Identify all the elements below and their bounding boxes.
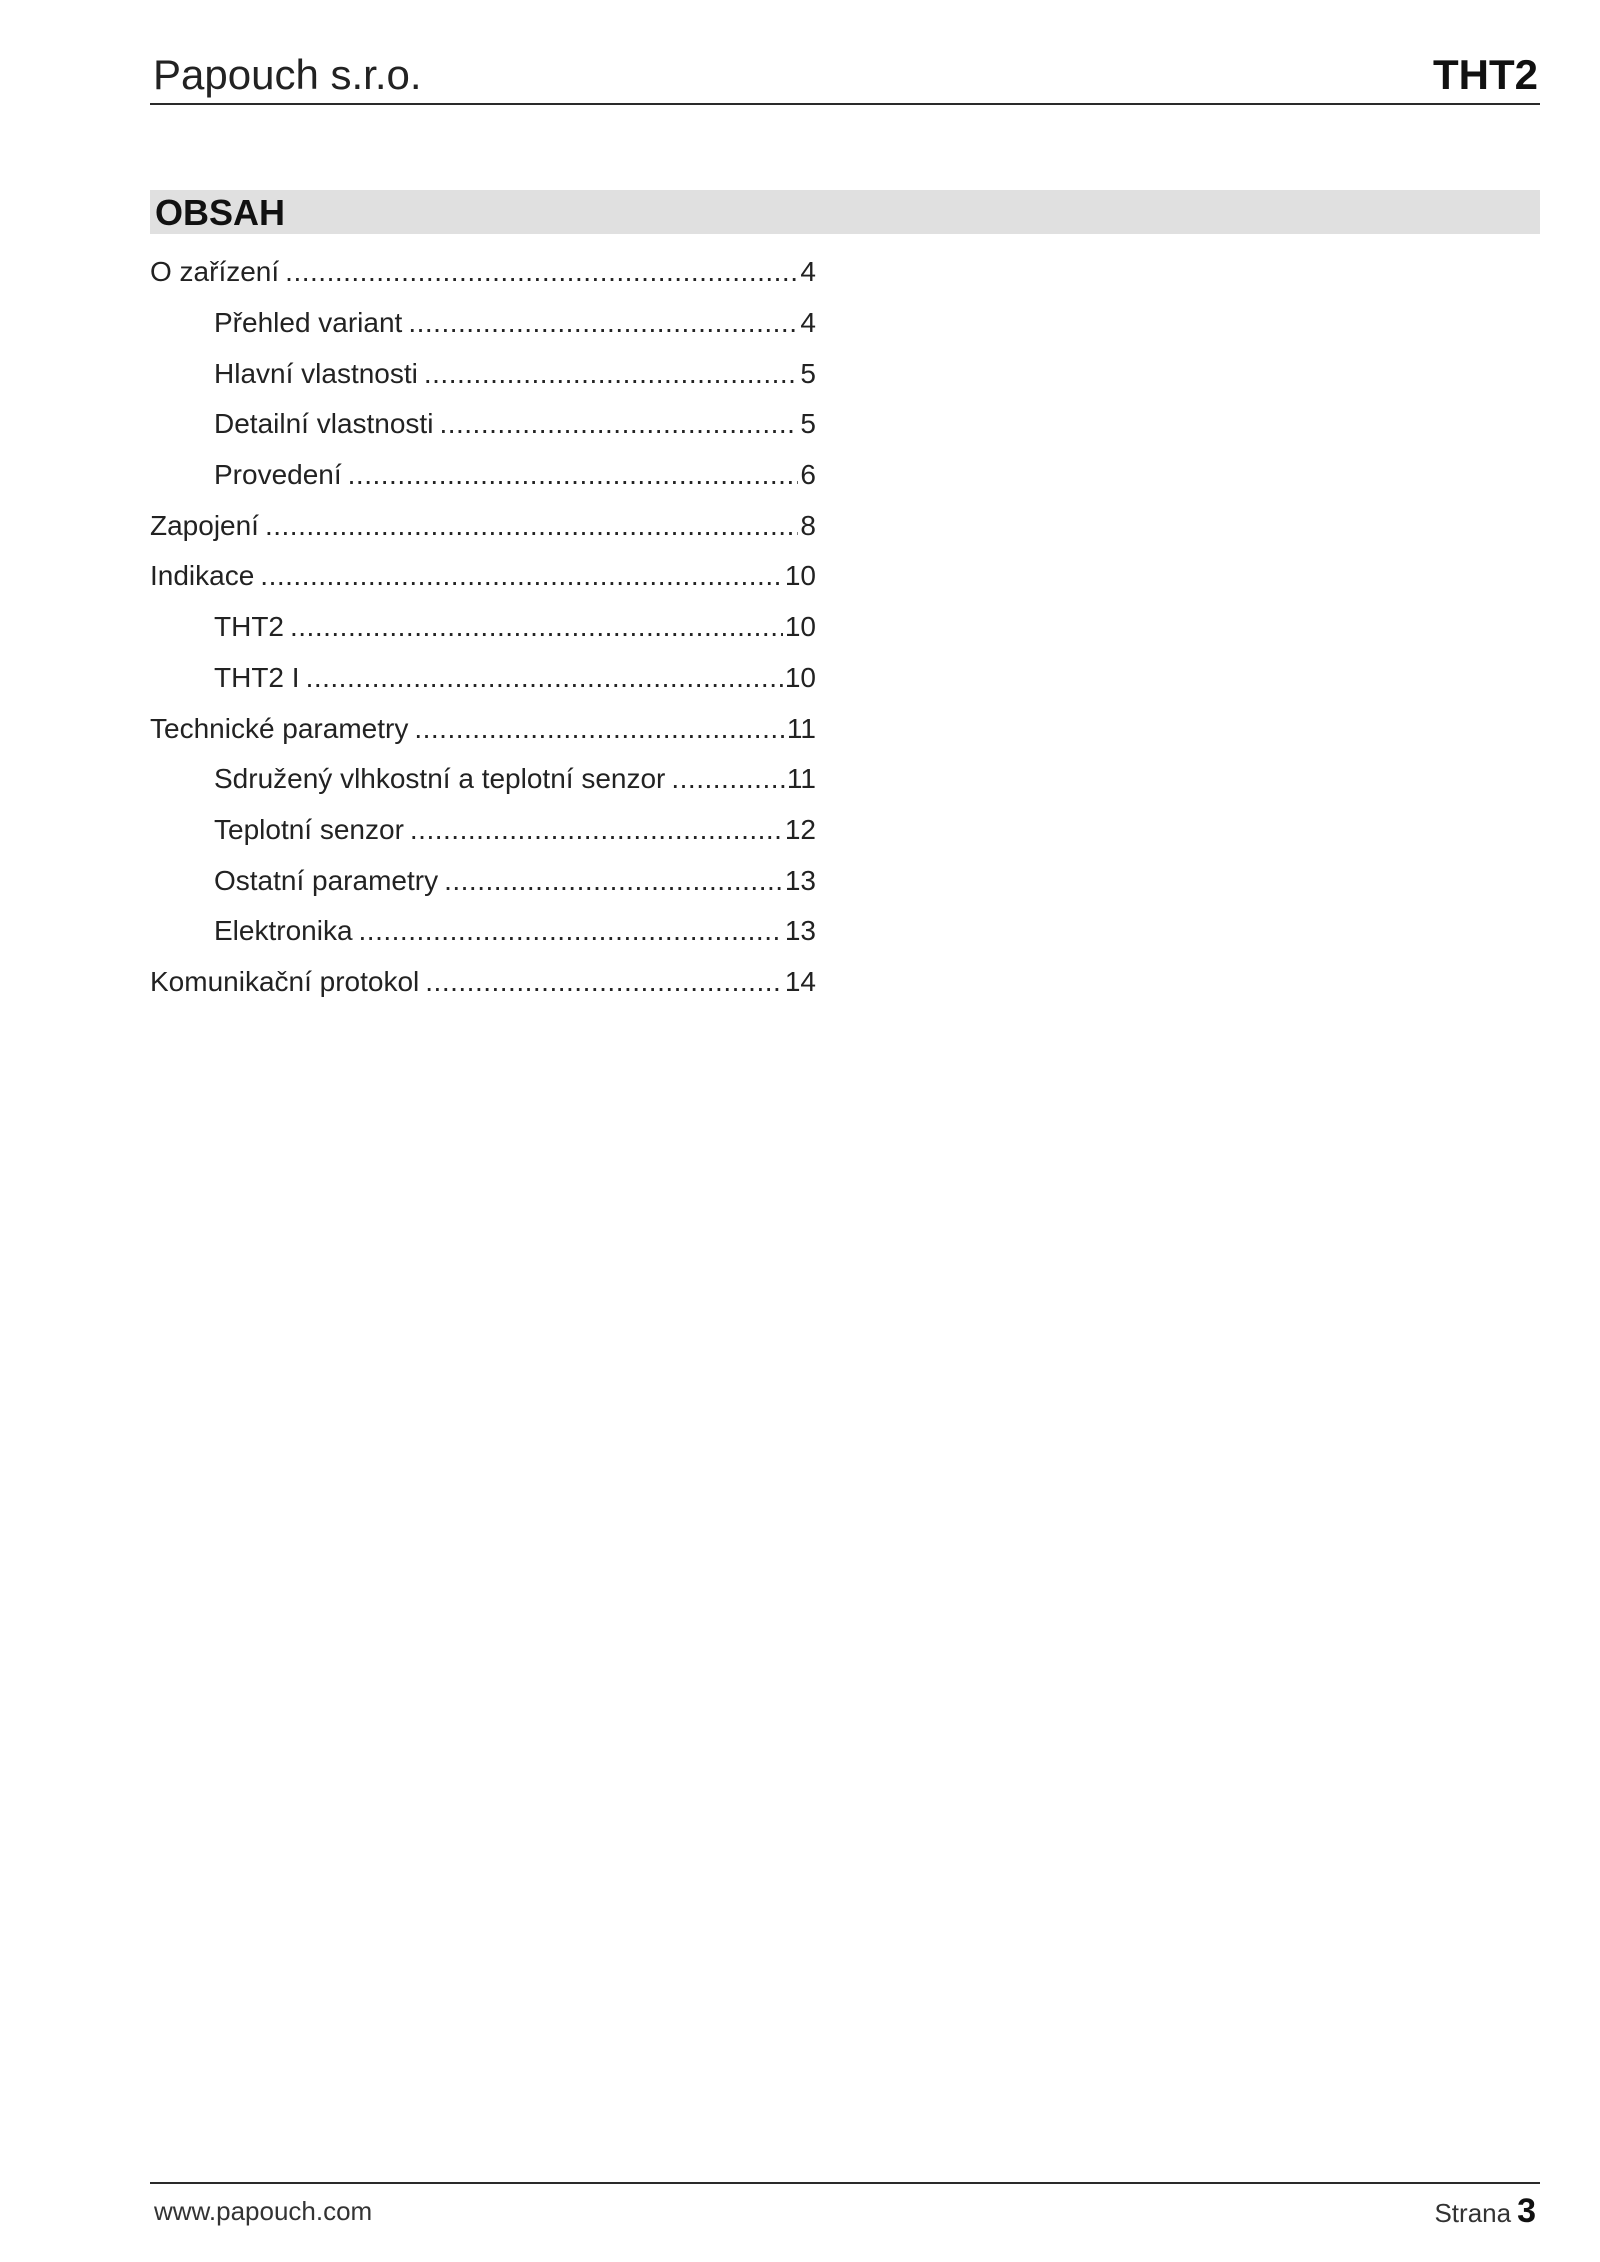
toc-leader-dots [425, 968, 783, 996]
toc-entry-page: 12 [784, 813, 816, 845]
toc-entry-page: 11 [786, 712, 816, 744]
toc-leader-dots [410, 816, 783, 844]
toc-entry-title: Ostatní parametry [214, 864, 439, 896]
toc-leader-dots [359, 917, 783, 945]
toc-entry-title: THT2 [214, 611, 284, 643]
toc-entry-page: 14 [784, 965, 816, 997]
toc-entry-page: 8 [800, 509, 816, 541]
toc-entry[interactable] [150, 602, 816, 653]
toc-leader-dots [260, 562, 783, 590]
toc-entry-page: 4 [800, 256, 816, 288]
toc-leader-dots [285, 258, 798, 286]
toc-entry-title: Hlavní vlastnosti [214, 357, 418, 389]
toc-entry-page: 13 [784, 915, 816, 947]
footer-url[interactable]: www.papouch.com [154, 2196, 373, 2226]
toc-leader-dots [306, 664, 783, 692]
toc-entry-title: Komunikační protokol [150, 965, 420, 997]
table-of-contents [150, 247, 816, 1007]
toc-entry-title: Přehled variant [214, 307, 403, 339]
toc-entry[interactable] [150, 348, 816, 399]
toc-entry-page: 5 [800, 357, 816, 389]
toc-entry-page: 11 [786, 763, 816, 795]
footer-page-label: Strana [1434, 2198, 1512, 2228]
toc-entry-page: 10 [784, 661, 816, 693]
toc-leader-dots [348, 461, 799, 489]
toc-entry[interactable] [150, 500, 816, 551]
toc-leader-dots [424, 360, 799, 388]
page-footer [150, 2182, 1540, 2232]
toc-entry-page: 13 [784, 864, 816, 896]
toc-entry-title: Elektronika [214, 915, 353, 947]
toc-leader-dots [408, 309, 798, 337]
toc-entry-page: 10 [784, 611, 816, 643]
toc-entry-title: Technické parametry [150, 712, 409, 744]
toc-entry-title: Indikace [150, 560, 255, 592]
toc-entry[interactable] [150, 805, 816, 856]
toc-entry[interactable] [150, 298, 816, 349]
toc-entry[interactable] [150, 399, 816, 450]
toc-heading-bar [150, 190, 1540, 234]
footer-page-indicator [1434, 2194, 1536, 2228]
toc-leader-dots [290, 613, 783, 641]
toc-entry[interactable] [150, 754, 816, 805]
toc-entry-title: O zařízení [150, 256, 280, 288]
toc-entry[interactable] [150, 703, 816, 754]
toc-leader-dots [444, 867, 783, 895]
toc-heading: OBSAH [155, 192, 286, 233]
toc-entry[interactable] [150, 247, 816, 298]
toc-entry-title: Provedení [214, 459, 342, 491]
product-name: THT2 [1433, 51, 1538, 98]
toc-entry-page: 6 [800, 459, 816, 491]
toc-entry[interactable] [150, 906, 816, 957]
toc-entry-title: Detailní vlastnosti [214, 408, 434, 440]
toc-entry[interactable] [150, 957, 816, 1008]
toc-entry-page: 5 [800, 408, 816, 440]
page-header [150, 40, 1540, 105]
toc-entry-title: THT2 I [214, 661, 300, 693]
toc-entry-page: 10 [784, 560, 816, 592]
toc-entry-title: Sdružený vlhkostní a teplotní senzor [214, 763, 666, 795]
toc-entry-page: 4 [800, 307, 816, 339]
toc-entry[interactable] [150, 855, 816, 906]
footer-page-number: 3 [1517, 2192, 1536, 2230]
toc-leader-dots [439, 410, 798, 438]
toc-entry[interactable] [150, 653, 816, 704]
toc-entry[interactable] [150, 450, 816, 501]
toc-leader-dots [671, 765, 785, 793]
toc-entry[interactable] [150, 551, 816, 602]
toc-entry-title: Teplotní senzor [214, 813, 404, 845]
toc-entry-title: Zapojení [150, 509, 259, 541]
toc-leader-dots [265, 512, 798, 540]
company-name: Papouch s.r.o. [153, 51, 422, 98]
toc-leader-dots [414, 715, 785, 743]
